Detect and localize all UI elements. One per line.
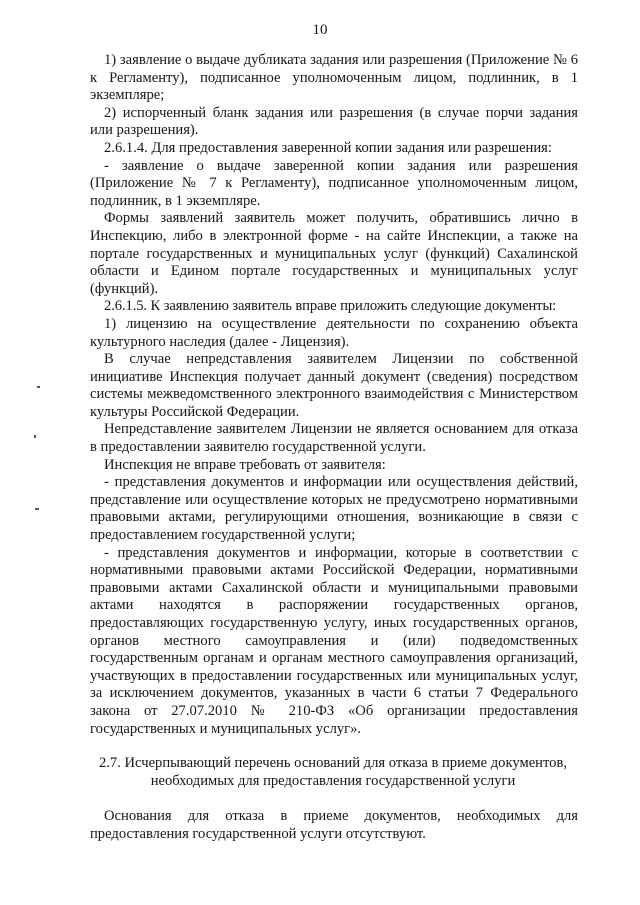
section-heading-2-7: 2.7. Исчерпывающий перечень оснований для отказа в приеме документов, необходимых для предоставления государственной услуги <box>98 755 568 789</box>
paragraph-section-2-6-1-5: 2.6.1.5. К заявлению заявитель вправе приложить следующие документы: <box>104 298 557 315</box>
paragraph-application-forms: Формы заявлений заявитель может получить, обратившись лично в Инспекцию, либо в электронной форме - на сайте Инспекции, а также на портале государственных и муниципальных услуг (функций) Сахалинской области и Едином портале государственных и муниципальных услуг (функций). <box>90 210 578 297</box>
paragraph-license: 1) лицензию на осуществление деятельности по сохранению объекта культурного наследия (далее - Лицензия). <box>90 315 578 350</box>
page-number: 10 <box>312 22 328 38</box>
paragraph-duplicate-application: 1) заявление о выдаче дубликата задания или разрешения (Приложение № 6 к Регламенту), подписанное уполномоченным лицом, подлинник, в 1 экземпляре; <box>90 52 578 104</box>
paragraph-no-refusal-grounds: Основания для отказа в приеме документов, необходимых для предоставления государственной услуги отсутствуют. <box>90 808 578 842</box>
document-body <box>90 52 578 844</box>
paragraph-documents-not-required: - представления документов и информации или осуществления действий, представление или осуществление которых не предусмотрено нормативными правовыми актами, регулирующими отношения, возникающие в связи с предоставлением государственной услуги; <box>90 474 578 544</box>
paragraph-section-2-6-1-4: 2.6.1.4. Для предоставления заверенной копии задания или разрешения: <box>104 139 552 156</box>
paragraph-certified-copy-application: - заявление о выдаче заверенной копии задания или разрешения (Приложение № 7 к Регламенту), подписанное уполномоченным лицом, подлинник, в 1 экземпляре. <box>90 157 578 209</box>
paragraph-not-grounds-for-refusal: Непредставление заявителем Лицензии не является основанием для отказа в предоставлении заявителю государственной услуги. <box>90 421 578 456</box>
scan-speck <box>34 435 36 438</box>
scan-speck <box>35 508 39 510</box>
paragraph-damaged-form: 2) испорченный бланк задания или разрешения (в случае порчи задания или разрешения). <box>90 104 578 139</box>
scan-speck <box>37 386 40 388</box>
paragraph-inspection-may-not-require: Инспекция не вправе требовать от заявителя: <box>104 456 386 473</box>
paragraph-documents-in-possession: - представления документов и информации, которые в соответствии с нормативными правовыми актами Российской Федерации, нормативными правовыми актами Сахалинской области и муниципальными правовыми актами находятся в распоряжении государственных органов, предоставляющих государственную услугу, иных государственных органов, органов местного самоуправления и (или) подведомственных государственным органам и органам местного самоуправления организаций, участвующих в предоставлении государственных или муниципальных услуг, за исключением документов, указанных в части 6 статьи 7 Федерального закона от 27.07.2010 № 210-ФЗ «Об организации предоставления государственных и муниципальных услуг». <box>90 544 578 737</box>
paragraph-license-not-provided: В случае непредставления заявителем Лицензии по собственной инициативе Инспекция получает данный документ (сведения) посредством системы межведомственного электронного взаимодействия с Министерством культуры Российской Федерации. <box>90 351 578 420</box>
